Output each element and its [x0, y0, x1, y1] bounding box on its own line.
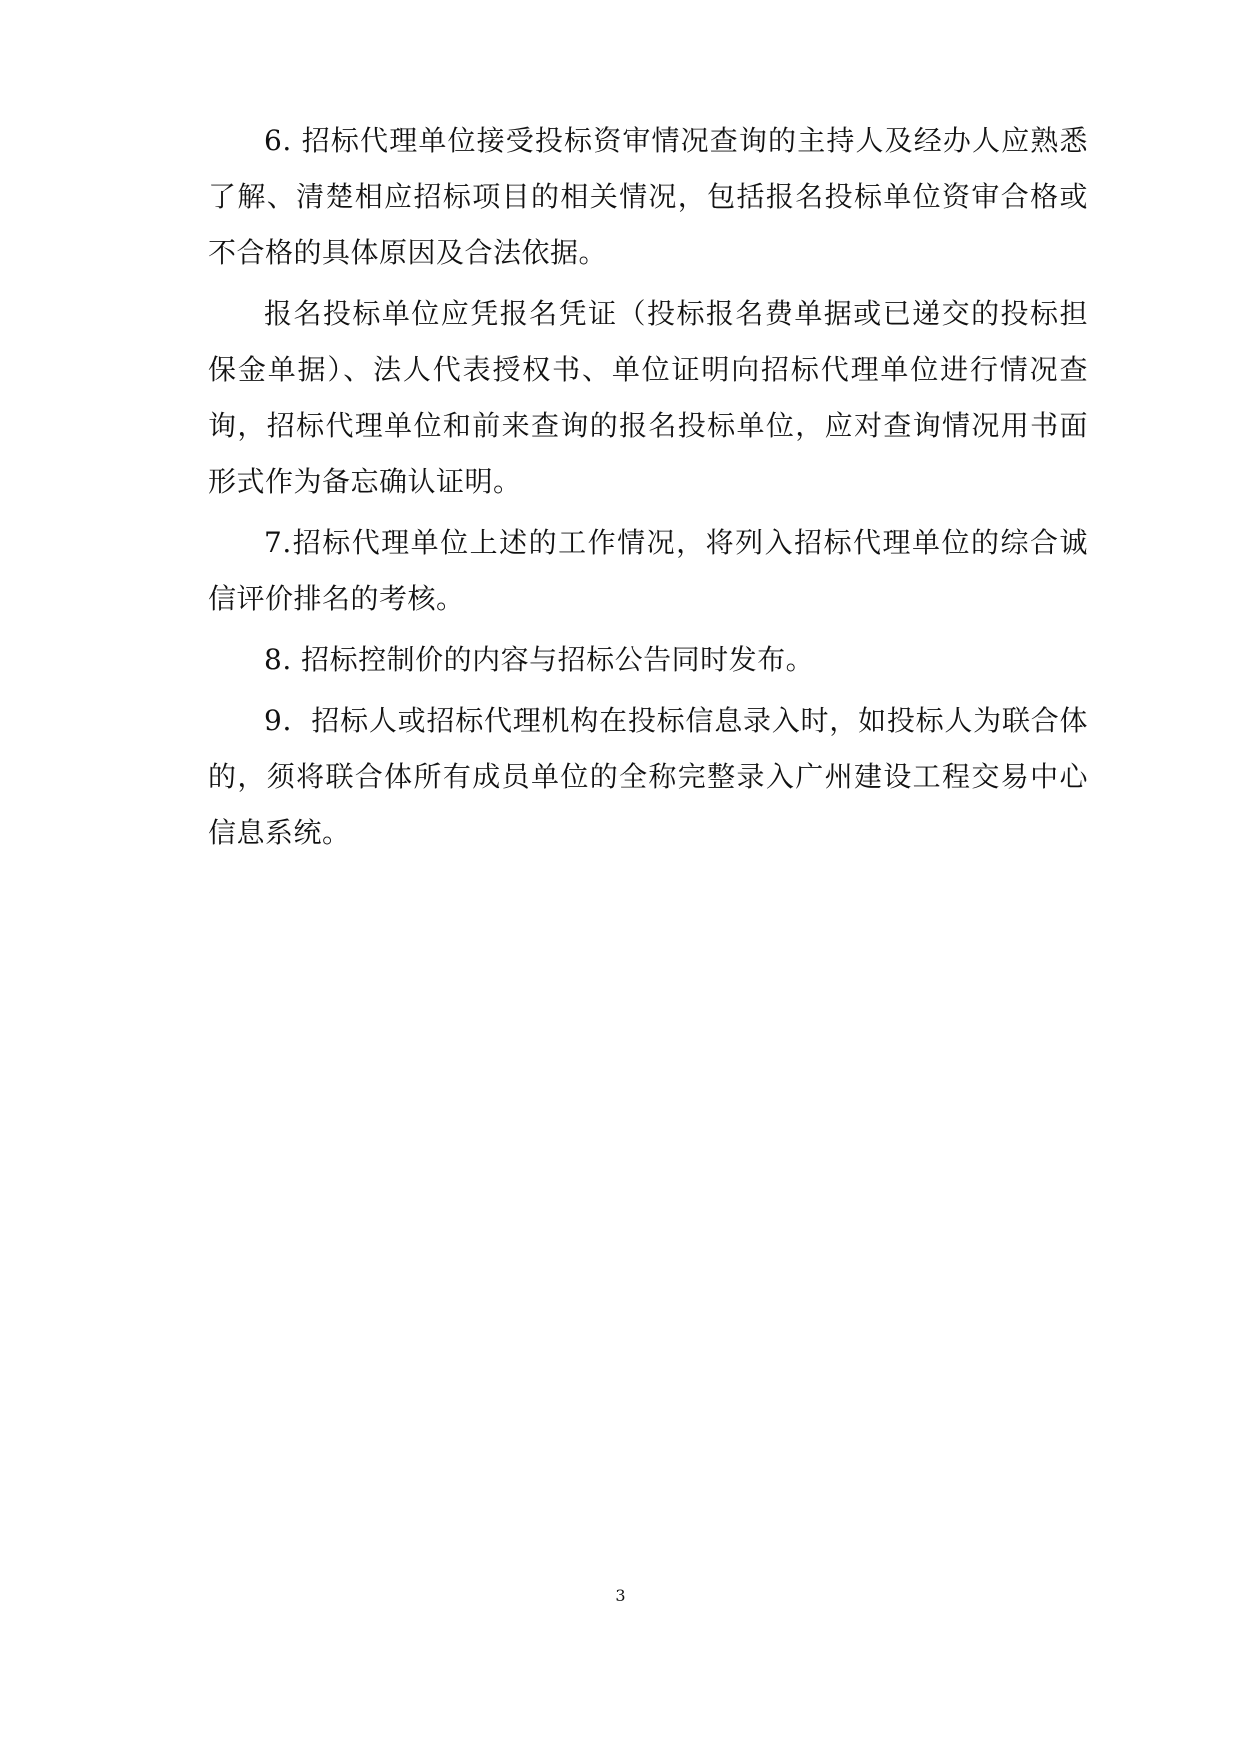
paragraph-item-8: 8. 招标控制价的内容与招标公告同时发布。 [264, 643, 815, 676]
paragraph-item-6: 6. 招标代理单位接受投标资审情况查询的主持人及经办人应熟悉了解、清楚相应招标项目的相关情况，包括报名投标单位资审合格或不合格的具体原因及合法依据。 [208, 124, 1088, 269]
paragraph-item-7: 7.招标代理单位上述的工作情况，将列入招标代理单位的综合诚信评价排名的考核。 [208, 526, 1088, 615]
document-body [208, 113, 1088, 866]
paragraph-inquiry-credentials: 报名投标单位应凭报名凭证（投标报名费单据或已递交的投标担保金单据）、法人代表授权书、单位证明向招标代理单位进行情况查询，招标代理单位和前来查询的报名投标单位，应对查询情况用书面形式作为备忘确认证明。 [208, 297, 1088, 498]
paragraph-item-9: 9．招标人或招标代理机构在投标信息录入时，如投标人为联合体的，须将联合体所有成员单位的全称完整录入广州建设工程交易中心信息系统。 [208, 704, 1088, 849]
page-number: 3 [615, 1586, 626, 1605]
